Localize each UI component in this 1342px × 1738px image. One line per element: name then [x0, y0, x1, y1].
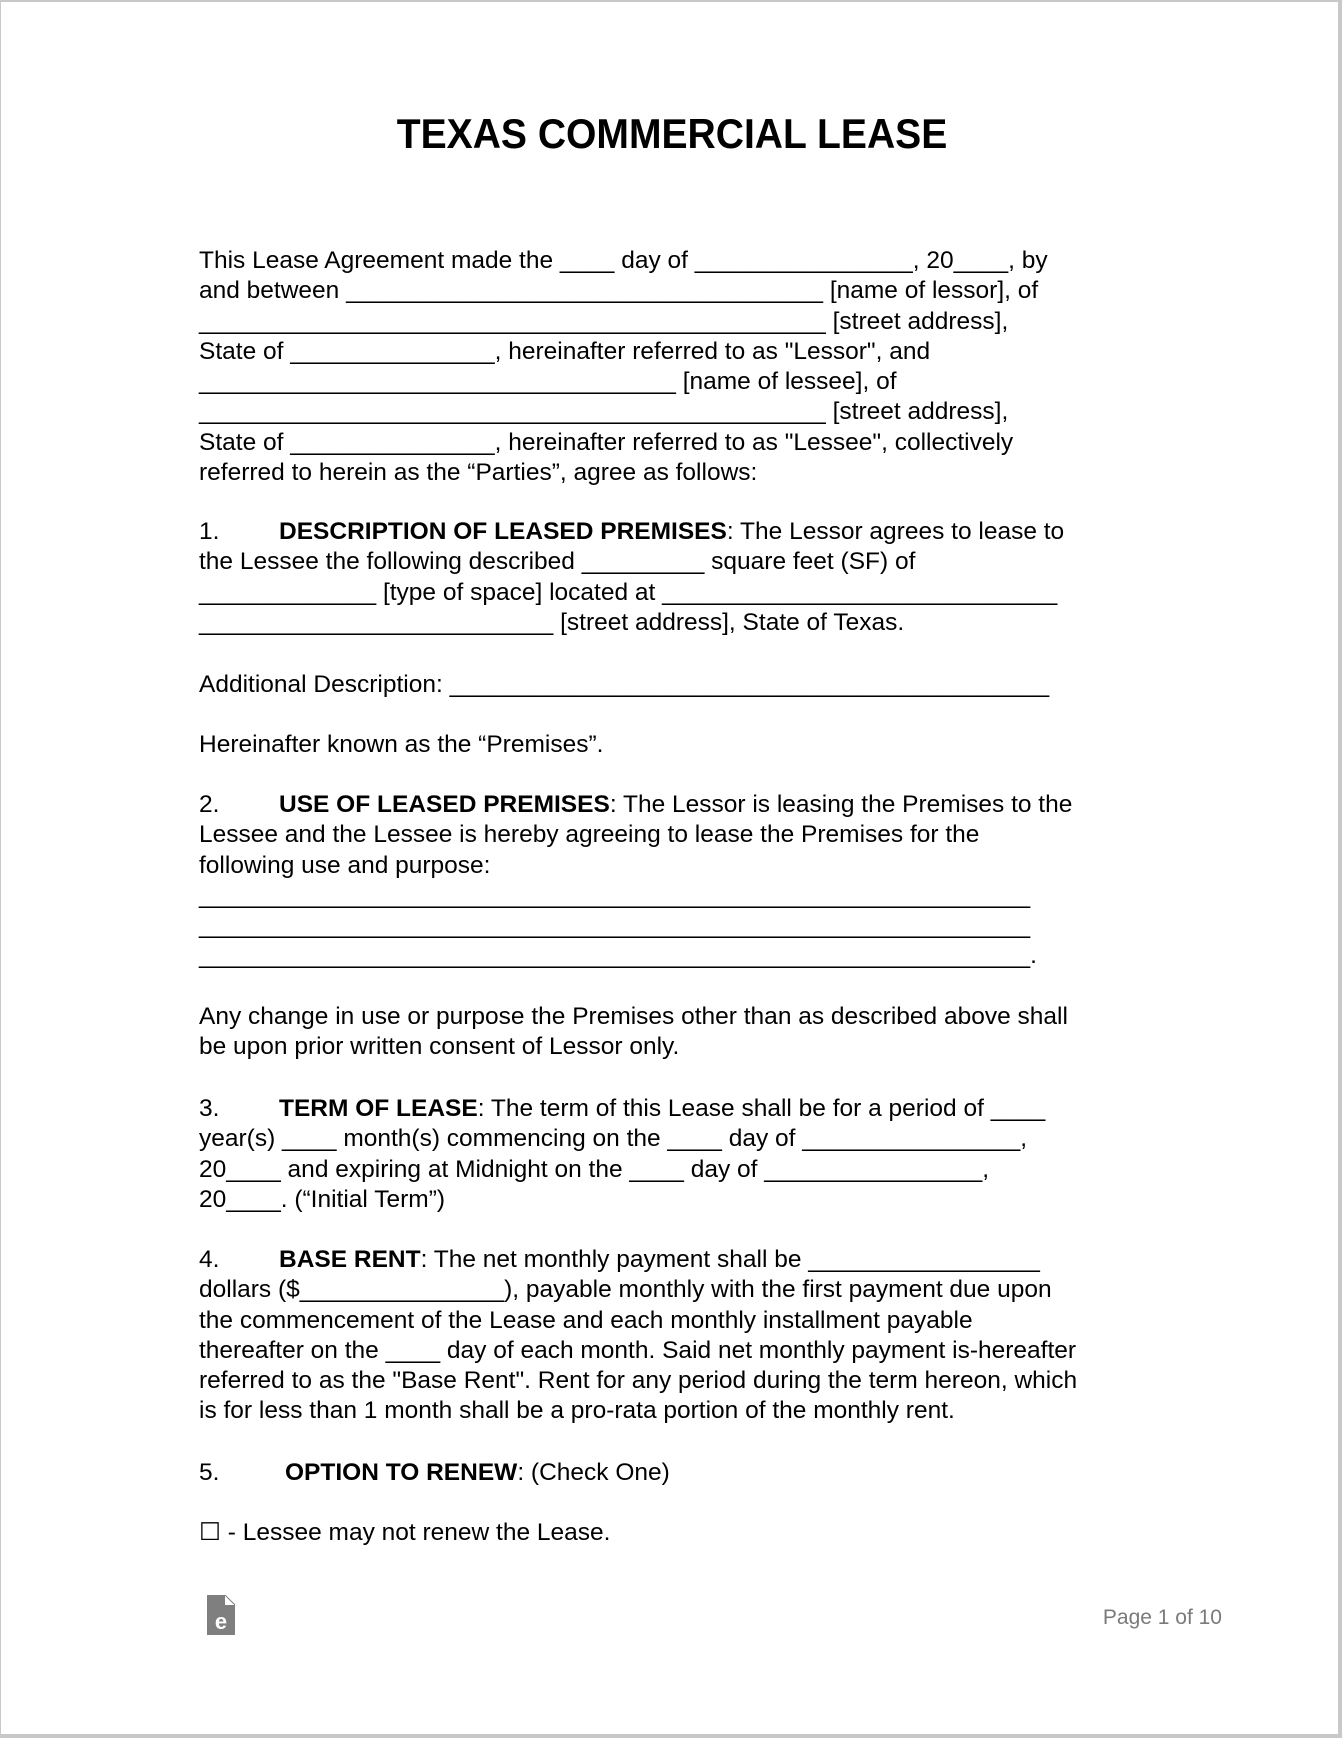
page-indicator: Page 1 of 10 [1102, 1606, 1222, 1629]
section-line: is for less than 1 month shall be a pro-rata portion of the monthly rent. [199, 1397, 955, 1425]
eforms-document-icon [207, 1595, 235, 1635]
checkbox-label: - Lessee may not renew the Lease. [220, 1519, 611, 1546]
additional-description [199, 670, 1159, 700]
intro-line: ___________________________________ [name of lessee], of [199, 368, 897, 396]
section-heading: DESCRIPTION OF LEASED PREMISES [279, 518, 727, 545]
section-line: thereafter on the ____ day of each month. Said net monthly payment is-hereafter [199, 1336, 1077, 1364]
section-text: : The Lessor agrees to lease to [726, 518, 1065, 545]
section-heading: TERM OF LEASE [279, 1095, 478, 1122]
section-line: _____________ [type of space] located at _____________________________ [199, 578, 1058, 606]
section-line: following use and purpose: [199, 851, 491, 879]
additional-description-line: Additional Description: ____________________________________________ [199, 671, 1050, 698]
intro-line: and between ___________________________________ [name of lessor], of [199, 277, 1039, 305]
section-line: year(s) ____ month(s) commencing on the ____ day of ________________, [199, 1125, 1028, 1153]
section-5-option-to-renew [199, 1458, 1159, 1488]
section-line: dollars ($_______________), payable monthly with the first payment due upon [199, 1276, 1052, 1304]
section-1-description [199, 517, 1159, 638]
section-line: the Lessee the following described _________ square feet (SF) of [199, 548, 916, 576]
section-text: : The term of this Lease shall be for a period of ____ [477, 1095, 1046, 1122]
section-text: : The net monthly payment shall be _________________ [420, 1246, 1040, 1273]
svg-text:e: e [214, 1609, 228, 1634]
section-line: 20____ and expiring at Midnight on the ____ day of ________________, [199, 1155, 990, 1183]
intro-line: referred to herein as the “Parties”, agree as follows: [199, 459, 758, 487]
blank-line: _____________________________________________________________. [199, 942, 1037, 970]
section-line: Lessee and the Lessee is hereby agreeing to lease the Premises for the [199, 821, 980, 849]
section-2-use [199, 790, 1159, 972]
blank-line: _____________________________________________________________ [199, 912, 1031, 940]
section-number: 4. [199, 1246, 220, 1273]
section-line: the commencement of the Lease and each monthly installment payable [199, 1306, 973, 1334]
section-heading: USE OF LEASED PREMISES [279, 791, 610, 818]
intro-line: State of _______________, hereinafter referred to as "Lessee", collectively [199, 428, 1014, 456]
renew-option-no-renewal[interactable] [199, 1518, 1159, 1548]
section-line: referred to as the "Base Rent". Rent for any period during the term hereon, which [199, 1367, 1078, 1395]
intro-line: ______________________________________________ [street address], [199, 307, 1009, 335]
section-4-base-rent [199, 1245, 1159, 1427]
note-line: be upon prior written consent of Lessor only. [199, 1033, 680, 1061]
checkbox-icon[interactable]: ☐ [199, 1519, 221, 1546]
document-title: TEXAS COMMERCIAL LEASE [396, 110, 948, 157]
section-3-term [199, 1094, 1159, 1215]
intro-paragraph [199, 246, 1159, 488]
section-number: 5. [199, 1459, 220, 1486]
intro-line: State of _______________, hereinafter referred to as "Lessor", and [199, 337, 931, 365]
intro-line: This Lease Agreement made the ____ day of ________________, 20____, by [199, 247, 1048, 274]
intro-line: ______________________________________________ [street address], [199, 398, 1009, 426]
section-number: 3. [199, 1095, 220, 1122]
section-number: 2. [199, 791, 220, 818]
section-heading: OPTION TO RENEW [285, 1459, 518, 1486]
note-line: Any change in use or purpose the Premises other than as described above shall [199, 1003, 1068, 1030]
section-heading: BASE RENT [279, 1246, 421, 1273]
section-text: : (Check One) [517, 1459, 670, 1486]
section-line: 20____. (“Initial Term”) [199, 1185, 446, 1213]
premises-note [199, 730, 1159, 760]
use-change-note [199, 1002, 1159, 1063]
section-number: 1. [199, 518, 220, 545]
premises-note-line: Hereinafter known as the “Premises”. [199, 731, 604, 758]
section-line: __________________________ [street address], State of Texas. [199, 608, 905, 636]
section-text: : The Lessor is leasing the Premises to the [609, 791, 1073, 818]
blank-line: _____________________________________________________________ [199, 881, 1031, 909]
